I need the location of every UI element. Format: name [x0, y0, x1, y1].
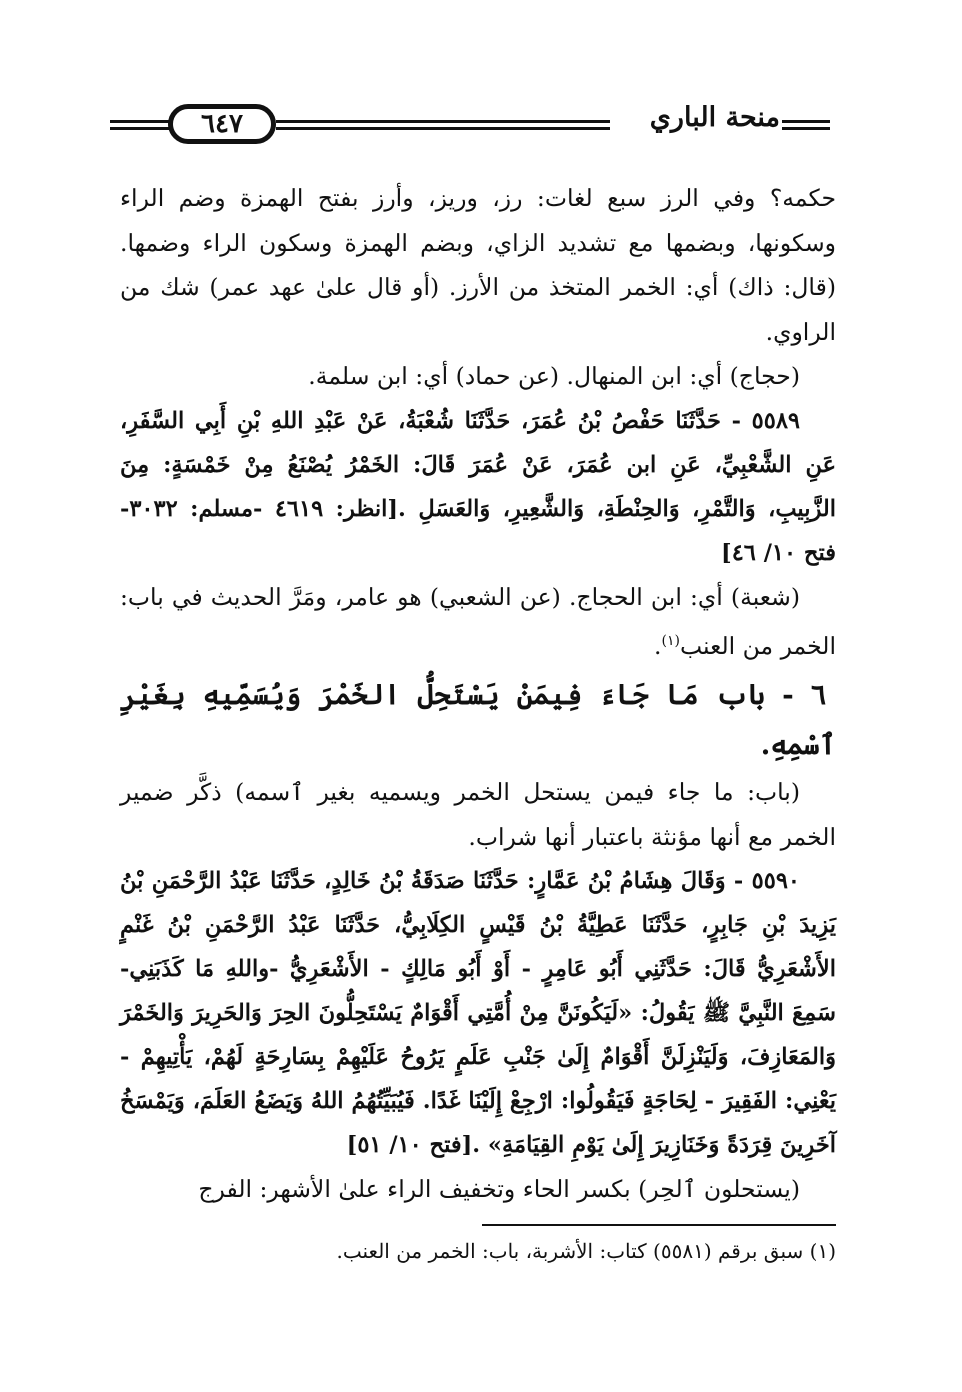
commentary-paragraph: (حجاج) أي: ابن المنهال. (عن حماد) أي: ابن سلمة. [308, 362, 800, 390]
commentary-paragraph: (يستحلون ٱلحِر) بكسر الحاء وتخفيف الراء علىٰ الأشهر: الفرج [198, 1175, 800, 1204]
header-rule-middle-bottom [276, 127, 610, 130]
hadith-5590: ٥٥٩٠ - وَقَالَ هِشَامُ بْنُ عَمَّارٍ: حَدَّثَنَا صَدَقَةُ بْنُ خَالِدٍ، حَدَّثَنَا عَبْدُ الرَّحْمَنِ بْنُ يَزِيدَ بْنِ جَابِرٍ، حَدَّثَنَا عَطِيَّةُ بْنُ قَيْسٍ الكِلَابِيُّ، حَدَّثَنَا عَبْدُ الرَّحْمَنِ بْنُ غَنْمٍ الأَشْعَرِيُّ قَالَ: حَدَّثَنِي أَبُو عَامِرٍ - أَوْ أَبُو مَالِكٍ - الأَشْعَرِيُّ -واللهِ مَا كَذَبَنِي- سَمِعَ النَّبِيَّ ﷺ يَقُولُ: «لَيَكُونَنَّ مِنْ أُمَّتِي أَقْوَامٌ يَسْتَحِلُّونَ الحِرَ وَالحَرِيرَ وَالخَمْرَ وَالمَعَازِفَ، وَلَيَنْزِلَنَّ أَقْوَامٌ إِلَىٰ جَنْبِ عَلَمٍ يَرُوحُ عَلَيْهِمْ بِسَارِحَةٍ لَهُمْ، يَأْتِيهِمْ - يَعْنِي: الفَقِيرَ - لِحَاجَةٍ فَيَقُولُوا: ارْجِعْ إِلَيْنَا غَدًا. فَيُبَيِّتُهُمُ اللهُ وَيَضَعُ العَلَمَ، وَيَمْسَخُ آخَرِينَ قِرَدَةً وَخَنَازِيرَ إِلَىٰ يَوْمِ القِيَامَةِ» .[فتح ١٠/ ٥١] [120, 868, 836, 1159]
header-rule-right-top [782, 120, 830, 123]
header-rule-right-bottom [782, 127, 830, 130]
commentary-text: (شعبة) أي: ابن الحجاج. (عن الشعبي) هو عامر، ومَرَّ الحديث في باب: الخمر من العنب [120, 582, 836, 660]
header-rule-left-top [110, 120, 170, 123]
header-rule-middle-top [276, 120, 610, 123]
header-rule-left-bottom [110, 127, 170, 130]
page-number: ٦٤٧ [168, 104, 276, 144]
page-header [110, 100, 840, 152]
commentary-paragraph: (باب: ما جاء فيمن يستحل الخمر ويسميه بغير ٱسمه) ذكَّر ضمير الخمر مع أنها مؤنثة باعتبار أنها شراب. [120, 778, 836, 851]
footnote: (١) سبق برقم (٥٥٨١) كتاب: الأشربة، باب: الخمر من العنب. [336, 1239, 836, 1263]
footnote-separator [482, 1224, 836, 1226]
page-body [120, 176, 836, 1212]
commentary-paragraph: (شعبة) أي: ابن الحجاج. (عن الشعبي) هو عامر، ومَرَّ الحديث في باب: الخمر من العنب$^{(١)}$. [120, 582, 836, 660]
chapter-heading: ٦ - باب مَا جَاءَ فِيمَنْ يَسْتَحِلُّ الخَمْرَ وَيُسَمِّيهِ بِغَيْرِ ٱسْمِهِ. [120, 678, 836, 762]
commentary-paragraph: حكمه؟ وفي الرز سبع لغات: رز، وريز، وأرز بفتح الهمزة وضم الراء وسكونها، وبضمها مع تشديد الزاي، وبضم الهمزة وسكون الراء وضمها. (قال: ذاك) أي: الخمر المتخذ من الأرز. (أو قال علىٰ عهد عمر) شك من الراوي. [120, 184, 836, 346]
running-title: منحة الباري [649, 102, 780, 133]
hadith-5589: ٥٥٨٩ - حَدَّثَنَا حَفْصُ بْنُ عُمَرَ، حَدَّثَنَا شُعْبَةُ، عَنْ عَبْدِ اللهِ بْنِ أَبِي السَّفَرِ، عَنِ الشَّعْبِيِّ، عَنِ ابن عُمَرَ، عَنْ عُمَرَ قَالَ: الخَمْرُ يُصْنَعُ مِنْ خَمْسَةٍ: مِنَ الزَّبِيبِ، وَالتَّمْرِ، وَالحِنْطَةِ، وَالشَّعِيرِ، وَالعَسَلِ .[انظر: ٤٦١٩ -مسلم: ٣٠٣٢- فتح ١٠/ ٤٦] [120, 407, 836, 566]
footnote-marker: (١) [661, 633, 680, 649]
